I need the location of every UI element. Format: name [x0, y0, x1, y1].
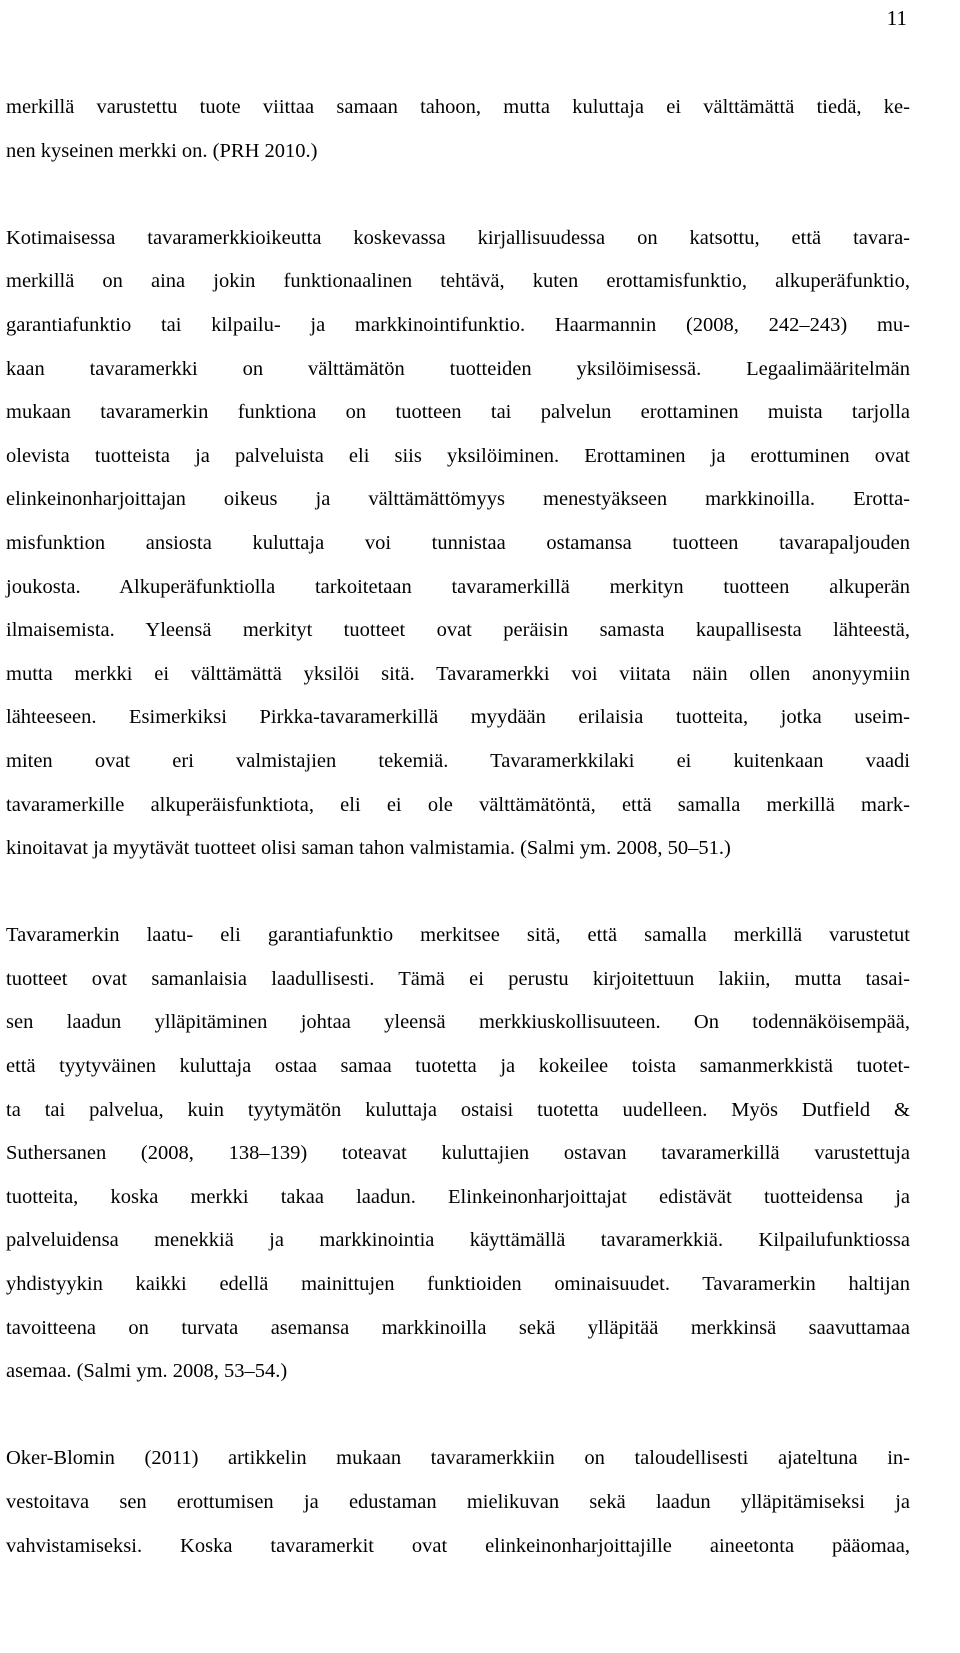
text-line: tavoitteena on turvata asemansa markkinoilla sekä ylläpitää merkkinsä saavuttamaa: [6, 1316, 910, 1339]
text-line: kinoitavat ja myytävät tuotteet olisi saman tahon valmistamia. (Salmi ym. 2008, 50–51.): [6, 837, 731, 860]
text-line: nen kyseinen merkki on. (PRH 2010.): [6, 139, 318, 162]
text-line: ta tai palvelua, kuin tyytymätön kuluttaja ostaisi tuotetta uudelleen. Myös Dutfield &: [6, 1098, 910, 1121]
text-line: olevista tuotteista ja palveluista eli siis yksilöiminen. Erottaminen ja erottuminen ovat: [6, 444, 910, 467]
text-line: merkillä on aina jokin funktionaalinen tehtävä, kuten erottamisfunktio, alkuperäfunktio,: [6, 270, 910, 293]
paragraph-1: [6, 86, 910, 173]
text-line: kaan tavaramerkki on välttämätön tuotteiden yksilöimisessä. Legaalimääritelmän: [6, 357, 910, 380]
document-body: [6, 86, 910, 1568]
text-line: palveluidensa menekkiä ja markkinointia käyttämällä tavaramerkkiä. Kilpailufunktiossa: [6, 1229, 910, 1252]
text-line: tuotteita, koska merkki takaa laadun. Elinkeinonharjoittajat edistävät tuotteidensa ja: [6, 1185, 910, 1208]
page-number: 11: [886, 6, 907, 30]
text-line: elinkeinonharjoittajan oikeus ja välttämättömyys menestyäkseen markkinoilla. Erotta-: [6, 488, 910, 511]
text-line: Tavaramerkin laatu- eli garantiafunktio merkitsee sitä, että samalla merkillä varustetut: [6, 924, 910, 947]
text-line: ilmaisemista. Yleensä merkityt tuotteet ovat peräisin samasta kaupallisesta lähteestä,: [6, 619, 910, 642]
paragraph-4: [6, 1437, 910, 1568]
paragraph-3: [6, 914, 910, 1394]
text-line: yhdistyykin kaikki edellä mainittujen funktioiden ominaisuudet. Tavaramerkin haltijan: [6, 1273, 910, 1296]
text-line: Suthersanen (2008, 138–139) toteavat kuluttajien ostavan tavaramerkillä varustettuja: [6, 1142, 910, 1165]
paragraph-2: [6, 217, 910, 871]
paragraph-spacer: [6, 1394, 910, 1438]
text-line: vestoitava sen erottumisen ja edustaman mielikuvan sekä laadun ylläpitämiseksi ja: [6, 1491, 910, 1513]
text-line: garantiafunktio tai kilpailu- ja markkinointifunktio. Haarmannin (2008, 242–243) mu-: [6, 313, 910, 336]
text-line: Oker-Blomin (2011) artikkelin mukaan tavaramerkkiin on taloudellisesti ajateltuna in-: [6, 1447, 910, 1470]
text-line: Kotimaisessa tavaramerkkioikeutta koskevassa kirjallisuudessa on katsottu, että tavara-: [6, 226, 910, 249]
paragraph-spacer: [6, 173, 910, 217]
text-line: vahvistamiseksi. Koska tavaramerkit ovat elinkeinonharjoittajille aineetonta pääomaa,: [6, 1534, 910, 1557]
paragraph-spacer: [6, 871, 910, 915]
text-line: sen laadun ylläpitäminen johtaa yleensä merkkiuskollisuuteen. On todennäköisempää,: [6, 1011, 910, 1034]
text-line: merkillä varustettu tuote viittaa samaan tahoon, mutta kuluttaja ei välttämättä tiedä, ke-: [6, 96, 910, 118]
text-line: että tyytyväinen kuluttaja ostaa samaa tuotetta ja kokeilee toista samanmerkkistä tuotet-: [6, 1055, 910, 1078]
text-line: lähteeseen. Esimerkiksi Pirkka-tavaramerkillä myydään erilaisia tuotteita, jotka useim-: [6, 706, 910, 729]
text-line: mutta merkki ei välttämättä yksilöi sitä. Tavaramerkki voi viitata näin ollen anonyymiin: [6, 662, 910, 685]
text-line: tuotteet ovat samanlaisia laadullisesti. Tämä ei perustu kirjoitettuun lakiin, mutta tasai-: [6, 967, 910, 990]
text-line: mukaan tavaramerkin funktiona on tuotteen tai palvelun erottaminen muista tarjolla: [6, 401, 910, 424]
text-line: misfunktion ansiosta kuluttaja voi tunnistaa ostamansa tuotteen tavarapaljouden: [6, 531, 910, 554]
text-line: tavaramerkille alkuperäisfunktiota, eli ei ole välttämätöntä, että samalla merkillä mark-: [6, 793, 910, 816]
text-line: asemaa. (Salmi ym. 2008, 53–54.): [6, 1360, 288, 1383]
text-line: miten ovat eri valmistajien tekemiä. Tavaramerkkilaki ei kuitenkaan vaadi: [6, 749, 910, 772]
text-line: joukosta. Alkuperäfunktiolla tarkoitetaan tavaramerkillä merkityn tuotteen alkuperän: [6, 575, 910, 598]
